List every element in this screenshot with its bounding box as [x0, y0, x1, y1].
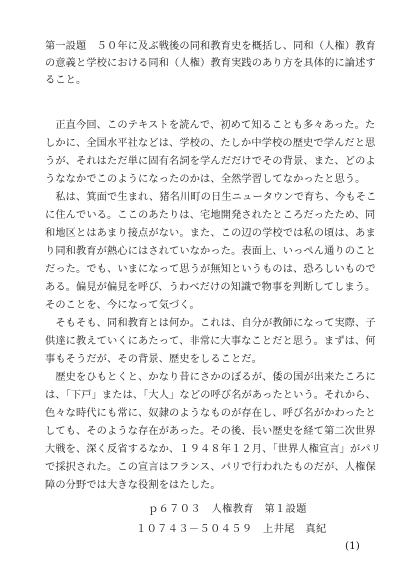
student-info: １０７４３－５０４５９ 上井尾 真紀 — [136, 524, 327, 535]
body-line: 色々な時代にも常に、奴隷のようなものが存在し、呼び名がかわったと — [45, 408, 376, 419]
body-line: 歴史をひもとくと、かなり昔にさかのぼるが、倭の国が出来たころに — [45, 372, 376, 383]
course-info: ｐ６７０３ 人権教育 第１設題 — [148, 504, 307, 515]
body-line: うが、それはただ単に固有名詞を学んだだけでその背景、また、どのよ — [45, 156, 376, 167]
topic-line: ること。 — [45, 75, 87, 86]
body-line: 正直今回、このテキストを読んで、初めて知ることも多々あった。た — [45, 120, 376, 131]
body-line: しかに、全国水平社などは、学校の、たしか中学校の歴史で学んだと思 — [45, 138, 376, 149]
page-number: (1) — [345, 540, 360, 552]
body-line: 和地区とはあまり接点がない。また、この辺の学校では私の頃は、あま — [45, 228, 376, 239]
body-line: うななかでこのようになったのかは、全然学習してなかったと思う。 — [45, 174, 366, 185]
body-line: 私は、箕面で生まれ、猪名川町の日生ニュータウンで育ち、今もそこ — [45, 192, 377, 203]
body-line: に住んでいる。ここのあたりは、宅地開発されたところだったため、同 — [45, 210, 376, 221]
body-line: り同和教育が熱心にはされていなかった。表面上、いっぺん通りのこと — [45, 246, 376, 257]
body-line: だった。でも、いまになって思うが無知というものは、恐ろしいもので — [45, 264, 376, 275]
body-line: は、「下戸」または、「大人」などの呼び名があったという。それから、 — [45, 390, 376, 401]
topic-line: 第一設題 ５０年に及ぶ戦後の同和教育史を概括し、同和（人権）教育 — [45, 41, 376, 52]
body-line: 供達に教えていくにあたって、非常に大事なことだと思う。まずは、何 — [45, 336, 376, 347]
body-line: そのことを、今になって気づく。 — [45, 300, 200, 311]
body-line: 事もそうだが、その背景、歴史をしることだ。 — [45, 354, 263, 365]
body-line: しても、そのような存在があった。その後、長い歴史を経て第二次世界 — [45, 426, 376, 437]
topic-line: の意義と学校における同和（人権）教育実践のあり方を具体的に論述す — [45, 58, 376, 69]
body-line: ある。偏見が偏見を呼び、うわべだけの知識で物事を判断してしまう。 — [45, 282, 376, 293]
body-line: 障の分野では大きな役割をはたした。 — [45, 480, 221, 491]
body-line: そもそも、同和教育とは何か。これは、自分が教師になって実際、子 — [45, 318, 376, 329]
body-line: で採択された。この宣言はフランス、パリで行われたものだが、人権保 — [45, 462, 376, 473]
body-line: 大戦を、深く反省するなか、１９４８年１２月、「世界人権宣言」がパリ — [45, 444, 382, 455]
